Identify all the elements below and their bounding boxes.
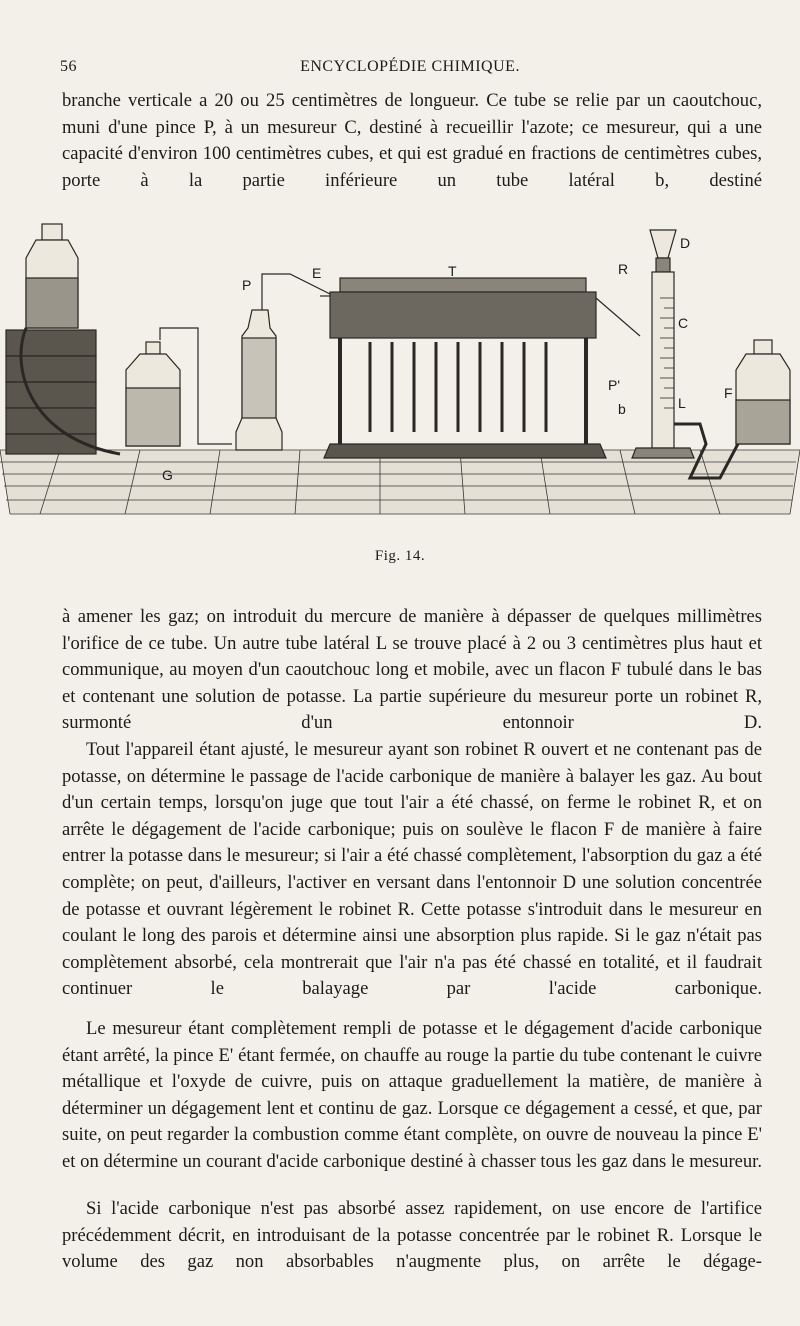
measuring-tube [632,230,740,478]
label-F: F [724,385,733,401]
page-header [60,58,760,82]
label-b: b [618,401,626,417]
wash-bottle [126,328,232,446]
label-P-prime: P' [608,377,621,393]
paragraph-4: Si l'acide carbonique n'est pas absorbé assez rapidement, on use encore de l'artifice précédemment décrit, en introduisant de la potasse concentrée par le robinet R. Lorsque le volume des gaz non absorbables n'augmente plus, on arrête le dégage- [62,1198,762,1273]
combustion-furnace [320,278,640,458]
label-E: E [312,265,322,281]
drying-column [236,274,334,450]
label-T: T [448,263,457,279]
label-R: R [618,261,629,277]
paragraph-2: Tout l'appareil étant ajusté, le mesureur ayant son robinet R ouvert et ne contenant pas de potasse, on détermine le passage de l'acide carbonique de manière à balayer les gaz. Au bout d'un certain temps, lorsqu'on juge que tout l'air a été chassé, on ferme le robinet R, et on arrête le dégagement de l'acide carbonique; puis on soulève le flacon F de manière à faire entrer la potasse dans le mesureur; si l'air a été chassé complètement, l'absorption du gaz a été complète; on peut, d'ailleurs, l'activer en versant dans l'entonnoir D une solution concentrée de potasse et ouvrant légèrement le robinet R. Cette potasse s'introduit dans le mesureur en coulant le long des parois et détermine ainsi une absorption plus rapide. Si le gaz n'était pas complètement absorbé, cela montrerait que l'air n'a pas été chassé en totalité, et il faudrait continuer le balayage par l'acide carbonique. [62,739,762,1000]
label-C: C [678,315,689,331]
label-G: G [162,467,173,483]
figure-apparatus [0,218,800,538]
generator-stack [6,330,96,454]
label-P: P [242,277,252,293]
potash-flask [736,340,790,444]
left-bottle [26,224,78,328]
table-surface [0,450,800,514]
running-title: ENCYCLOPÉDIE CHIMIQUE. [300,58,520,75]
figure-caption: Fig. 14. [374,548,426,564]
paragraph-3: Le mesureur étant complètement rempli de potasse et le dégagement d'acide carbonique étant arrêté, la pince E' étant fermée, on chauffe au rouge la partie du tube contenant le cuivre métallique et l'oxyde de cuivre, puis on attaque graduellement la matière, de manière à déterminer un dégagement lent et continu de gaz. Lorsque ce dégagement a cessé, et que, par suite, on peut regarder la combustion comme étant complète, on ouvre de nouveau la pince E' et on détermine un courant d'acide carbonique destiné à chasser tous les gaz dans le mesureur. [62,1018,762,1172]
paragraph-1: à amener les gaz; on introduit du mercure de manière à dépasser de quelques millimètres l'orifice de ce tube. Un autre tube latéral L se trouve placé à 2 ou 3 centimètres plus haut et communique, au moyen d'un caoutchouc long et mobile, avec un flacon F tubulé dans le bas et contenant une solution de potasse. La partie supérieure du mesureur porte un robinet R, surmonté d'un entonnoir D. [62,606,762,734]
apparatus-illustration [0,218,800,538]
label-D: D [680,235,691,251]
label-L: L [678,395,686,411]
paragraph-top: branche verticale a 20 ou 25 centimètres de longueur. Ce tube se relie par un caoutchouc, muni d'une pince P, à un mesureur C, destiné à recueillir l'azote; ce mesureur, qui a une capacité d'environ 100 centimètres cubes, et qui est gradué en fractions de centimètres cubes, porte à la partie inférieure un tube latéral b, destiné [62,90,762,191]
page-number: 56 [60,58,77,75]
